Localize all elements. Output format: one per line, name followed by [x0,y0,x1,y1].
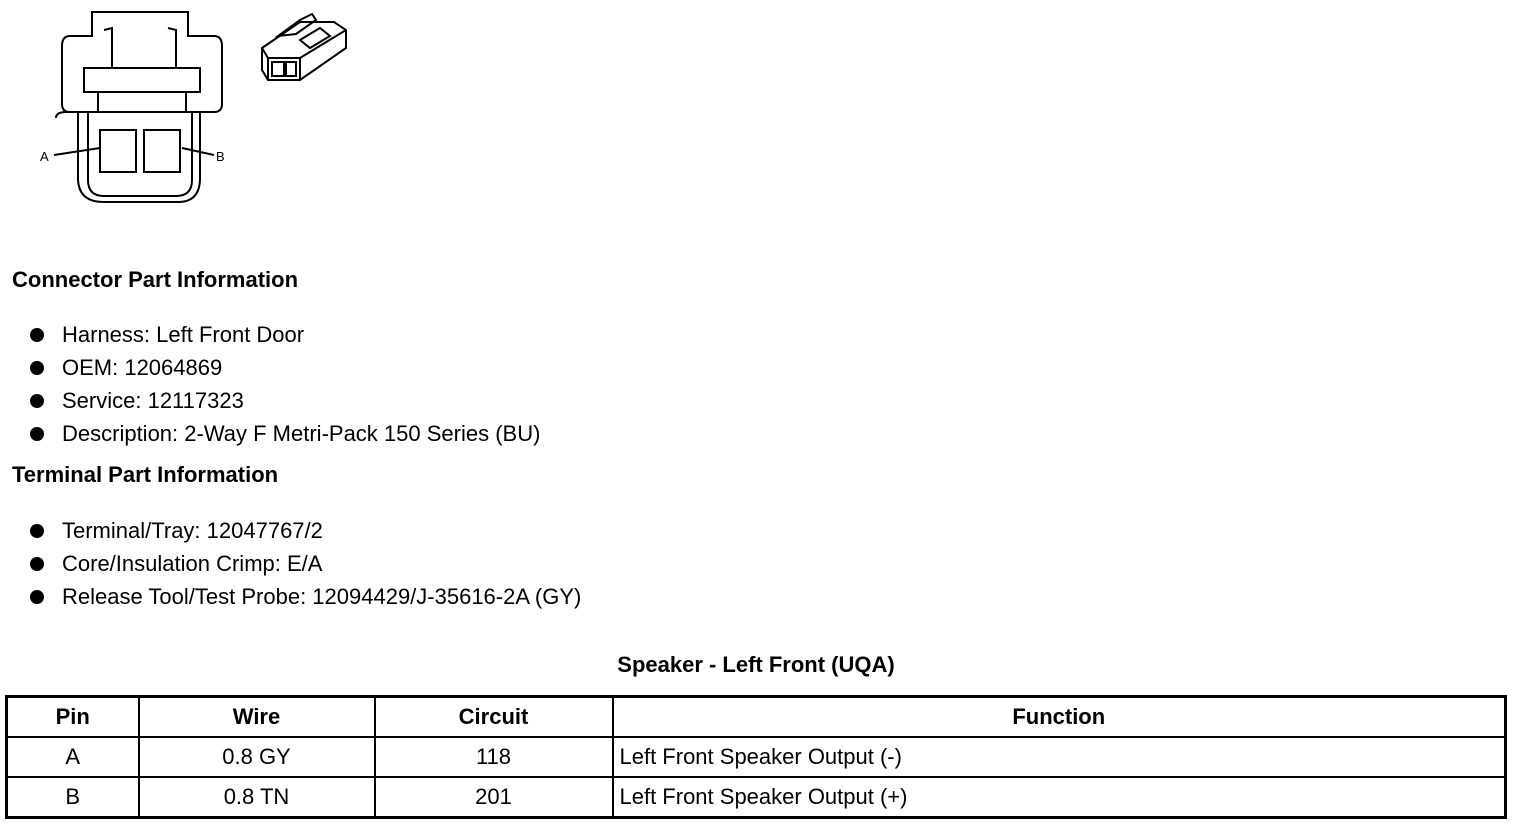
release-tool-text: Release Tool/Test Probe: 12094429/J-35616-2A (GY) [62,584,582,609]
service-text: Service: 12117323 [62,388,244,413]
connector-lower-shell [56,112,192,196]
bullet-icon [30,590,44,604]
cell-pin: B [7,777,139,818]
list-item [28,547,581,580]
list-item [28,417,540,450]
connector-diagram [0,0,380,215]
bullet-icon [30,328,44,342]
header-pin: Pin [7,697,139,738]
list-item [28,580,581,613]
harness-text: Harness: Left Front Door [62,322,305,347]
connector-iso-icon [262,14,346,80]
connector-info-heading: Connector Part Information [12,267,299,292]
header-wire: Wire [139,697,375,738]
bullet-icon [30,394,44,408]
header-circuit: Circuit [375,697,613,738]
cell-wire: 0.8 TN [139,777,375,818]
bullet-icon [30,361,44,375]
pin-label-b: B [216,149,225,164]
table-header-row [7,697,1506,738]
pin-label-a: A [40,149,49,164]
pin-table [5,695,1507,819]
cell-function: Left Front Speaker Output (-) [613,737,1506,777]
cell-circuit: 118 [375,737,613,777]
list-item [28,384,540,417]
connector-info-list [28,318,540,450]
list-item [28,514,581,547]
cell-circuit: 201 [375,777,613,818]
bullet-icon [30,524,44,538]
connector-body-outline [62,12,222,112]
cell-function: Left Front Speaker Output (+) [613,777,1506,818]
connector-top-latch [84,68,200,92]
table-row [7,737,1506,777]
cell-pin: A [7,737,139,777]
terminal-tray-text: Terminal/Tray: 12047767/2 [62,518,323,543]
cell-wire: 0.8 GY [139,737,375,777]
pin-cavity-b [144,130,180,172]
pin-table-title: Speaker - Left Front (UQA) [617,652,895,677]
crimp-text: Core/Insulation Crimp: E/A [62,551,323,576]
terminal-info-heading: Terminal Part Information [12,462,279,487]
terminal-info-list [28,514,581,613]
list-item [28,318,540,351]
bullet-icon [30,427,44,441]
table-row [7,777,1506,818]
list-item [28,351,540,384]
pin-cavity-a [100,130,136,172]
header-function: Function [613,697,1506,738]
bullet-icon [30,557,44,571]
description-text: Description: 2-Way F Metri-Pack 150 Series (BU) [62,421,541,446]
oem-text: OEM: 12064869 [62,355,223,380]
